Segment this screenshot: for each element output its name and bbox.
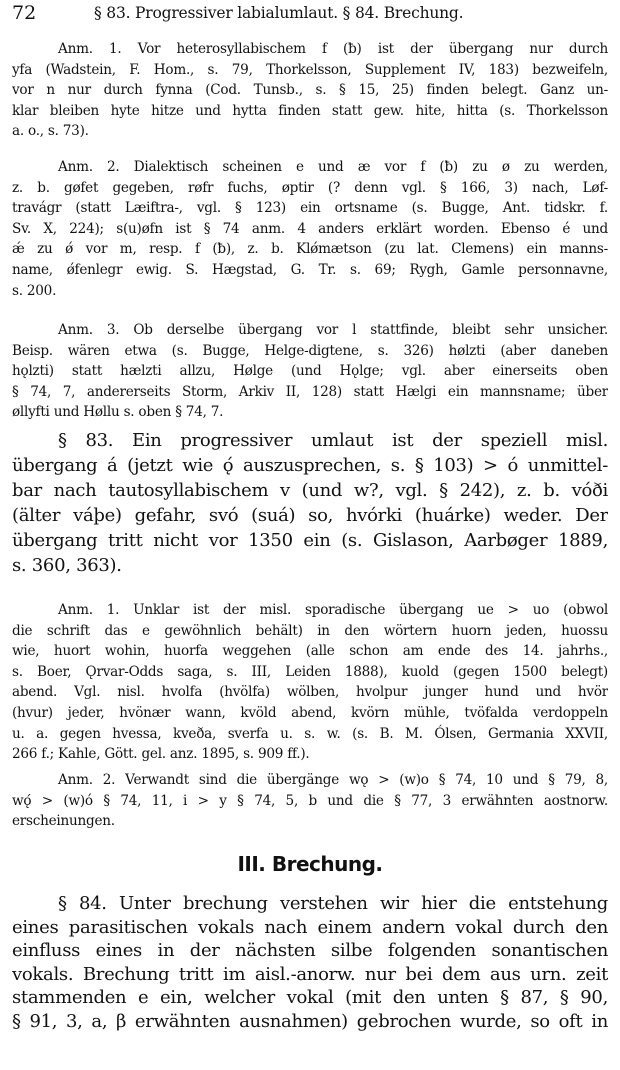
text-line: stammenden e ein, welcher vokal (mit den unten § 87, § 90, [12, 987, 608, 1008]
text-line: travágr (statt Læiftra-, vgl. § 123) ein ortsname (s. Bugge, Ant. tidskr. f. [12, 200, 608, 217]
text-line: s. 200. [12, 282, 57, 299]
text-line: vokals. Brechung tritt im aisl.-anorw. nur bei dem aus urn. zeit [12, 963, 608, 985]
text-line: wie, huort wohin, huorfa weggehen (alle schon am ende des 14. jahrhs., [12, 643, 608, 660]
text-line: Beisp. wären etwa (s. Bugge, Helge-digtene, s. 326) hølzti (aber daneben [12, 342, 608, 359]
text-line: z. b. gøfet gegeben, røfr fuchs, øptir (? denn vgl. § 166, 3) nach, Løf- [12, 179, 608, 196]
note-82-anm-1 [12, 39, 608, 142]
text-line: yfa (Wadstein, F. Hom., s. 79, Thorkelsson, Supplement IV, 183) bezweifeln, [12, 61, 608, 78]
text-line: s. 360, 363). [12, 555, 122, 576]
text-line: (älter váþe) gefahr, svó (suá) so, hvórki (huárke) weder. Der [12, 505, 608, 526]
text-line: vor n nur durch fynna (Cod. Tunsb., s. § 15, 25) finden belegt. Ganz un- [12, 82, 608, 99]
text-line: Anm. 1. Unklar ist der misl. sporadische übergang ue > uo (obwol [58, 602, 608, 618]
text-line: übergang á (jetzt wie ǫ́ auszusprechen, s. § 103) > ó unmittel- [12, 455, 608, 476]
text-line: s. Boer, Ǫrvar-Odds saga, s. III, Leiden 1888), kuold (gegen 1500 belegt) [12, 663, 608, 680]
text-line: u. a. gegen hvessa, kveða, sverfa u. s. w. (s. B. M. Ólsen, Germania XXVII, [12, 725, 608, 742]
text-line: erscheinungen. [12, 813, 115, 830]
text-line: klar bleiben hyte hitze und hytta finden statt gew. hite, hitta (s. Thorkelsson [12, 102, 608, 119]
note-83-anm-1 [12, 600, 608, 765]
running-title: § 83. Progressiver labialumlaut. § 84. Brechung. [94, 4, 464, 22]
text-line: Anm. 2. Dialektisch scheinen e und æ vor f (ƀ) zu ø zu werden, [58, 159, 608, 175]
page-header [12, 2, 608, 26]
section-83-paragraph [12, 428, 608, 578]
text-line: 266 f.; Kahle, Gött. gel. anz. 1895, s. 909 ff.). [12, 746, 310, 763]
text-line: hǫlzti) statt hælzti allzu, Hølge (und Hǫlge; vgl. aber einerseits oben [12, 363, 608, 380]
chapter-heading: III. Brechung. [237, 852, 383, 876]
page-number: 72 [12, 2, 37, 24]
text-line: Anm. 1. Vor heterosyllabischem f (ƀ) ist der übergang nur durch [58, 41, 608, 57]
text-line: einfluss eines in der nächsten silbe folgenden sonantischen [12, 940, 608, 961]
text-line: bar nach tautosyllabischem v (und w?, vgl. § 242), z. b. vóði [12, 480, 608, 501]
text-line: eines parasitischen vokals nach einem andern vokal durch den [12, 916, 608, 938]
text-line: Anm. 2. Verwandt sind die übergänge wǫ > (w)o § 74, 10 und § 79, 8, [58, 772, 608, 788]
text-line: Sv. X, 224); s(u)øfn ist § 74 anm. 4 anders erklärt worden. Ebenso é und [12, 220, 608, 237]
text-line: § 74, 7, andererseits Storm, Arkiv II, 128) statt Hælgi ein mannsname; über [12, 383, 608, 400]
text-line: wǫ́ > (w)ó § 74, 11, i > y § 74, 5, b und die § 77, 3 erwähnten aostnorw. [12, 792, 608, 809]
text-line: § 84. Unter brechung verstehen wir hier die entstehung [58, 893, 608, 914]
text-line: Anm. 3. Ob derselbe übergang vor l stattfinde, bleibt sehr unsicher. [58, 322, 608, 338]
text-line: § 91, 3, a, β erwähnten ausnahmen) gebrochen wurde, so oft in [12, 1010, 608, 1032]
text-line: abend. Vgl. nisl. hvolfa (hvölfa) wölben, hvolpur junger hund und hvör [12, 684, 608, 701]
note-83-anm-2 [12, 770, 608, 832]
text-line: die schrift das e gewöhnlich behält) in den wörtern huorn jeden, huossu [12, 622, 608, 639]
note-82-anm-3 [12, 320, 608, 423]
text-line: § 83. Ein progressiver umlaut ist der speziell misl. [58, 430, 608, 451]
text-line: übergang tritt nicht vor 1350 ein (s. Gislason, Aarbøger 1889, [12, 530, 608, 551]
text-line: name, ǿfenlegr ewig. S. Hægstad, G. Tr. s. 69; Rygh, Gamle personnavne, [12, 261, 608, 278]
section-84-paragraph [12, 892, 608, 1033]
text-line: ǽ zu ǿ vor m, resp. f (ƀ), z. b. Klǿmætson (zu lat. Clemens) ein manns- [12, 241, 608, 258]
text-line: (hvur) jeder, hvönær wann, kvöld abend, kvörn mühle, tvöfalda verdoppeln [12, 704, 608, 721]
text-line: a. o., s. 73). [12, 123, 89, 140]
text-line: øllyfti und Høllu s. oben § 74, 7. [12, 404, 224, 421]
note-82-anm-2 [12, 157, 608, 301]
